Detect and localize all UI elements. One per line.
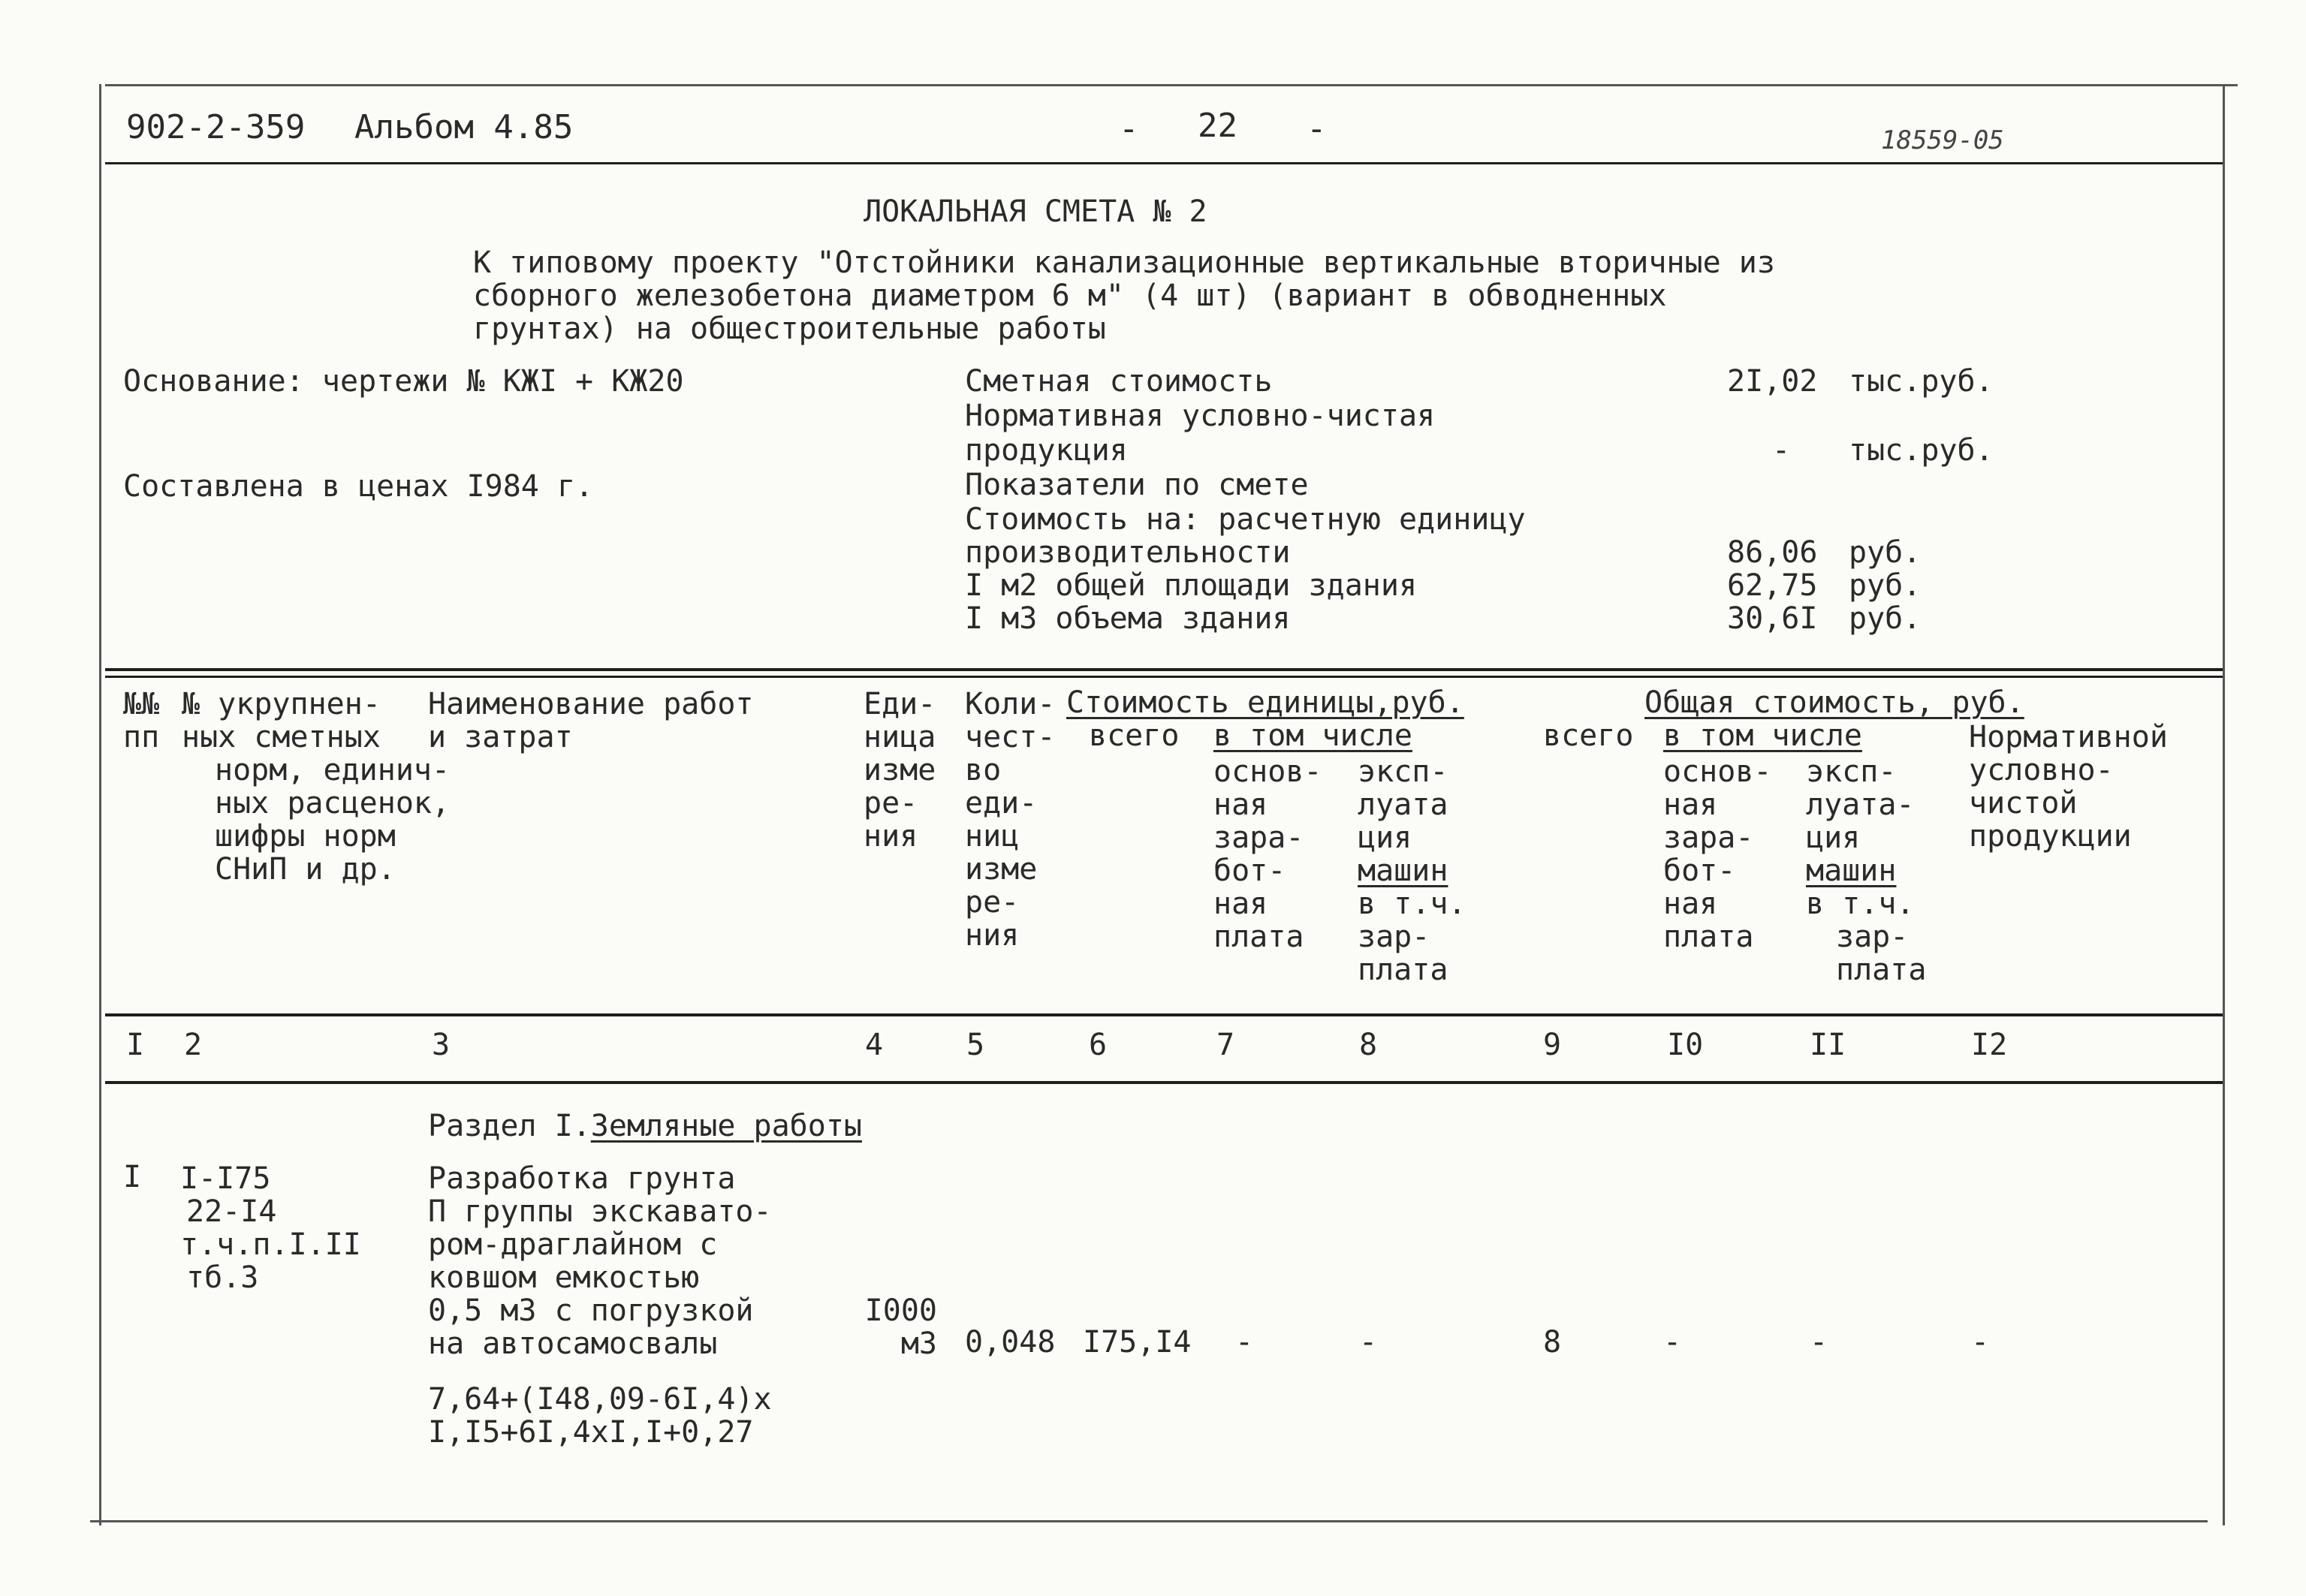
row1-number: I <box>123 1160 142 1194</box>
row1-col12: - <box>1971 1325 1990 1360</box>
row1-quantity: 0,048 <box>965 1325 1056 1360</box>
archive-stamp: 18559-05 <box>1881 125 2004 155</box>
th-total-incl: в том числе <box>1663 718 1862 753</box>
row1-formula: 7,64+(I48,09-6I,4)x I,I5+6I,4xI,I+0,27 <box>428 1382 772 1450</box>
row1-name: Разработка грунта П группы экскавато- ром-драглайном с ковшом емкостью 0,5 м3 с погрузкой на автосамосвалы <box>428 1161 772 1361</box>
th-col11: эксп- луата- ция машин в т.ч. зар- плата <box>1806 754 1927 987</box>
frame-left <box>99 84 101 1525</box>
indicators-label: Показатели по смете <box>965 468 1309 502</box>
norm-product-label-2: продукция <box>965 433 1128 468</box>
colnum-3: 3 <box>432 1028 451 1062</box>
row1-col9: 8 <box>1543 1325 1562 1360</box>
basis-drawings: Основание: чертежи № КЖI + КЖ20 <box>123 364 684 399</box>
header-rule <box>105 162 2223 164</box>
row1-unit-cost-total: I75,I4 <box>1083 1325 1192 1360</box>
colnum-rule-top <box>105 1013 2223 1016</box>
table-top-rule-1 <box>105 668 2223 671</box>
productivity-unit: руб. <box>1849 535 1922 570</box>
colnum-8: 8 <box>1359 1028 1378 1062</box>
norm-product-label-1: Нормативная условно-чистая <box>965 399 1436 433</box>
colnum-11: II <box>1810 1028 1846 1062</box>
page-number: 22 <box>1198 107 1237 145</box>
frame-top <box>105 84 2238 86</box>
page-dash-right: - <box>1307 110 1327 148</box>
estimate-title: ЛОКАЛЬНАЯ СМЕТА № 2 <box>864 194 1207 229</box>
area-value: 62,75 <box>1727 568 1818 603</box>
frame-bottom <box>90 1520 2208 1522</box>
row1-col10: - <box>1663 1325 1682 1360</box>
colnum-2: 2 <box>184 1028 203 1062</box>
section-title: Раздел I.Земляные работы <box>428 1109 862 1143</box>
th-col12: Нормативной условно- чистой продукции <box>1969 720 2168 854</box>
th-col3: Наименование работ и затрат <box>428 687 754 754</box>
volume-label: I м3 объема здания <box>965 601 1291 636</box>
row1-unit: I000 м3 <box>864 1293 937 1361</box>
basis-prices: Составлена в ценах I984 г. <box>123 469 594 504</box>
th-col7: основ- ная зара- бот- ная плата <box>1213 754 1322 954</box>
volume-unit: руб. <box>1849 601 1922 636</box>
norm-product-value: - <box>1772 433 1791 468</box>
th-unit-cost: Стоимость единицы,руб. <box>1066 685 1464 720</box>
colnum-1: I <box>126 1028 145 1062</box>
estimate-desc-line3: грунтах) на общестроительные работы <box>473 312 1106 346</box>
colnum-7: 7 <box>1216 1028 1235 1062</box>
th-col2: № укрупнен- ных сметных норм, единич- ных расценок, шифры норм СНиП и др. <box>182 687 451 887</box>
th-col4: Еди- ница изме ре- ния <box>864 687 936 854</box>
estimate-desc-line1: К типовому проекту "Отстойники канализационные вертикальные вторичные из <box>473 245 1775 280</box>
colnum-12: I2 <box>1971 1028 2008 1062</box>
document-code: 902-2-359 <box>126 108 306 146</box>
colnum-rule-bottom <box>105 1081 2223 1084</box>
area-label: I м2 общей площади здания <box>965 568 1418 603</box>
cost-estimate-label: Сметная стоимость <box>965 364 1273 399</box>
row1-codes: I-I75 22-I4 т.ч.п.I.II тб.3 <box>180 1161 361 1295</box>
colnum-4: 4 <box>865 1028 884 1062</box>
colnum-9: 9 <box>1543 1028 1562 1062</box>
estimate-desc-line2: сборного железобетона диаметром 6 м" (4 шт) (вариант в обводненных <box>473 279 1667 313</box>
page-dash-left: - <box>1119 110 1139 148</box>
album-label: Альбом 4.85 <box>354 108 574 146</box>
th-total-cost: Общая стоимость, руб. <box>1644 685 2024 720</box>
row1-col11: - <box>1810 1325 1828 1360</box>
cost-estimate-unit: тыс.руб. <box>1849 364 1994 399</box>
th-total-total: всего <box>1543 718 1634 753</box>
colnum-6: 6 <box>1089 1028 1108 1062</box>
th-unit-incl: в том числе <box>1213 718 1412 753</box>
th-col5: Коли- чест- во еди- ниц изме ре- ния <box>965 687 1056 953</box>
productivity-value: 86,06 <box>1727 535 1818 570</box>
th-unit-total: всего <box>1089 718 1180 753</box>
area-unit: руб. <box>1849 568 1922 603</box>
frame-right <box>2223 84 2225 1525</box>
th-col1: №№ пп <box>123 687 160 754</box>
norm-product-unit: тыс.руб. <box>1849 433 1994 468</box>
th-col8: эксп- луата ция машин в т.ч. зар- плата <box>1358 754 1466 987</box>
th-col10: основ- ная зара- бот- ная плата <box>1663 754 1772 954</box>
table-top-rule-2 <box>105 676 2223 678</box>
cost-per-label: Стоимость на: расчетную единицу <box>965 502 1526 537</box>
row1-col8: - <box>1359 1325 1378 1360</box>
colnum-10: I0 <box>1667 1028 1704 1062</box>
colnum-5: 5 <box>966 1028 985 1062</box>
volume-value: 30,6I <box>1727 601 1818 636</box>
cost-estimate-value: 2I,02 <box>1727 364 1818 399</box>
productivity-label: производительности <box>965 535 1291 570</box>
row1-col7: - <box>1235 1325 1254 1360</box>
